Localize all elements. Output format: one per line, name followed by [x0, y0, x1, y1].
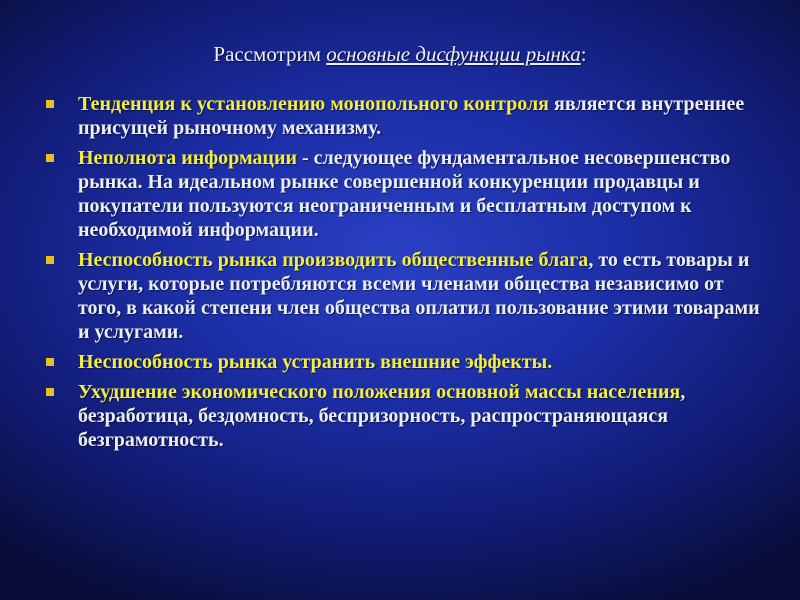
- bullet-highlight: Неполнота информации: [78, 147, 298, 169]
- bullet-highlight: Тенденция к установлению монопольного контроля: [78, 93, 550, 115]
- square-bullet-icon: [46, 100, 54, 108]
- square-bullet-icon: [46, 358, 54, 366]
- title-suffix: :: [580, 42, 587, 66]
- bullet-item: [46, 350, 766, 374]
- square-bullet-icon: [46, 154, 54, 162]
- title-emphasis: основные дисфункции рынка: [326, 42, 581, 66]
- slide-title: [0, 42, 800, 67]
- bullet-item: [46, 146, 766, 242]
- bullet-text: , безработица, бездомность, беспризорность, распространяющаяся безграмотность.: [78, 381, 686, 451]
- square-bullet-icon: [46, 388, 54, 396]
- bullet-item: [46, 380, 766, 452]
- bullet-highlight: Ухудшение экономического положения основной массы населения: [78, 381, 681, 403]
- bullet-item: [46, 92, 766, 140]
- bullet-text: является внутреннее присущей рыночному механизму.: [78, 93, 745, 139]
- square-bullet-icon: [46, 256, 54, 264]
- bullet-highlight: Неспособность рынка устранить внешние эффекты.: [78, 351, 553, 373]
- bullet-text: , то есть товары и услуги, которые потребляются всеми членами общества независимо от того, в какой степени член общества оплатил пользование этими товарами и услугами.: [78, 249, 760, 343]
- bullet-text: - следующее фундаментальное несовершенство рынка. На идеальном рынке совершенной конкуренции продавцы и покупатели пользуются неограниченным и бесплатным доступом к необходимой информации.: [78, 147, 731, 241]
- title-prefix: Рассмотрим: [213, 42, 327, 66]
- bullet-list: [46, 92, 766, 458]
- bullet-item: [46, 248, 766, 344]
- bullet-highlight: Неспособность рынка производить общественные блага: [78, 249, 589, 271]
